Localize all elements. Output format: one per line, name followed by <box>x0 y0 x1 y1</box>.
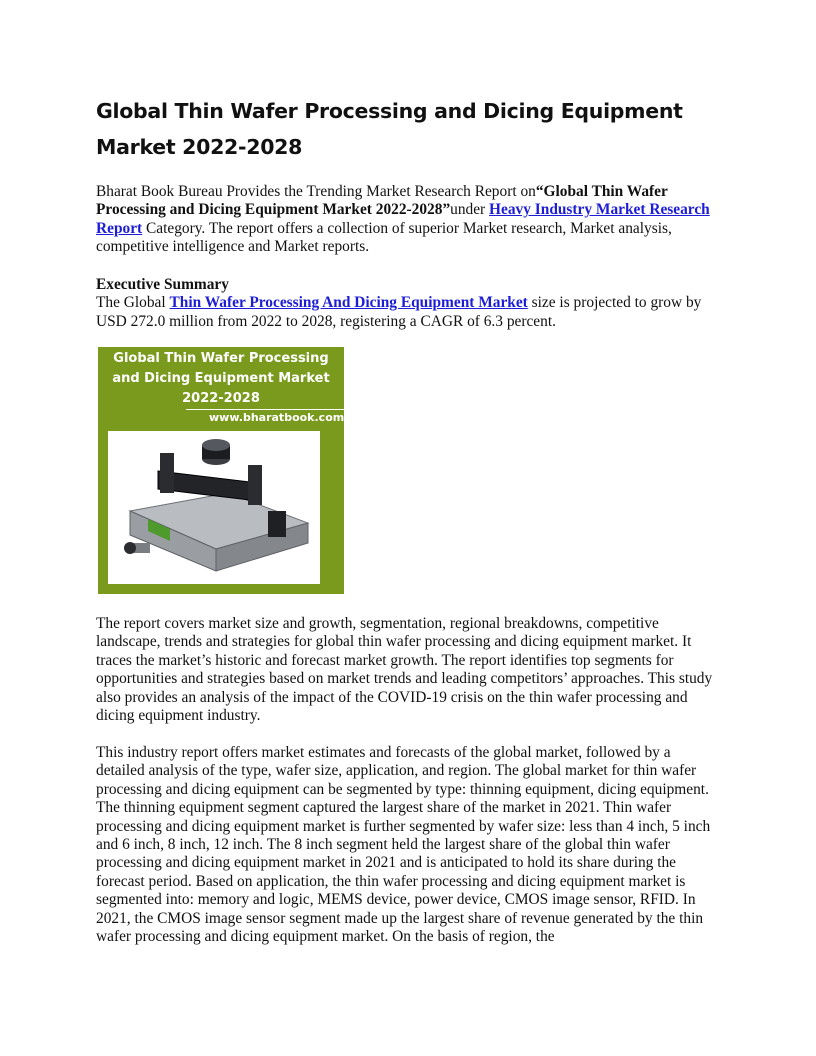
equipment-photo <box>108 431 320 584</box>
intro-text-under: under <box>450 201 490 219</box>
banner-url: www.bharatbook.com <box>209 411 345 424</box>
knob-top <box>202 439 230 451</box>
intro-text-after: Category. The report offers a collection of superior Market research, Market analysis, competitive intelligence and Market reports. <box>96 219 672 256</box>
market-link[interactable]: Thin Wafer Processing And Dicing Equipment Market <box>169 294 528 312</box>
banner-title: Global Thin Wafer Processing and Dicing Equipment Market 2022-2028 <box>112 351 330 406</box>
segmentation-paragraph: This industry report offers market estimates and forecasts of the global market, followed by a detailed analysis of the type, wafer size, application, and region. The global market for thin wafer processing and dicing equipment can be segmented by type: thinning equipment, dicing equipment. The thinning equipment segment captured the largest share of the market in 2021. Thin wafer processing and dicing equipment market is further segmented by wafer size: less than 4 inch, 5 inch and 6 inch, 8 inch, 12 inch. The 8 inch segment held the largest share of the global thin wafer processing and dicing equipment market in 2021 and is anticipated to hold its share during the forecast period. Based on application, the thin wafer processing and dicing equipment market is segmented into: memory and logic, MEMS device, power device, CMOS image sensor, RFID. In 2021, the CMOS image sensor segment made up the largest share of revenue generated by the thin wafer processing and dicing equipment market. On the basis of region, the <box>96 744 711 946</box>
report-name: “Global Thin Wafer Processing and Dicing Equipment Market 2022-2028” <box>96 183 668 219</box>
intro-text-before: Bharat Book Bureau Provides the Trending Market Research Report on <box>96 183 536 200</box>
executive-summary-heading: Executive Summary <box>96 276 229 293</box>
side-clamp <box>268 511 286 537</box>
intro-paragraph <box>96 183 722 257</box>
page-title: Global Thin Wafer Processing and Dicing Equipment Market 2022-2028 <box>96 99 683 159</box>
executive-summary <box>96 276 722 331</box>
category-link[interactable]: Heavy Industry Market Research Report <box>96 201 710 237</box>
feed-knob <box>124 542 136 554</box>
dicing-machine-illustration <box>108 431 320 584</box>
summary-text-before: The Global <box>96 294 170 312</box>
report-coverage-paragraph: The report covers market size and growth, segmentation, regional breakdowns, competitive landscape, trends and strategies for global thin wafer processing and dicing equipment market. It traces the market’s historic and forecast market growth. The report identifies top segments for opportunities and strategies based on market trends and leading competitors’ approaches. This study also provides an analysis of the impact of the COVID-19 crisis on the thin wafer processing and dicing equipment industry. <box>96 615 713 725</box>
left-post <box>160 453 174 493</box>
report-banner-image <box>98 347 344 594</box>
right-post <box>248 465 262 505</box>
summary-text-after: size is projected to grow by USD 272.0 million from 2022 to 2028, registering a CAGR of 6.3 percent. <box>96 294 702 330</box>
banner-divider <box>186 409 344 410</box>
